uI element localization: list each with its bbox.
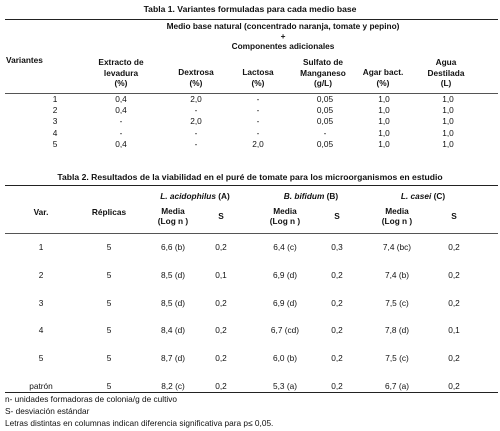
table1-variant-cell: 1 [52, 94, 58, 104]
table1-col-header: (%) [189, 77, 203, 88]
table2-cell: 0,2 [448, 269, 460, 280]
table2-cell: 0,3 [331, 242, 343, 252]
table2-cell: 5 [106, 297, 112, 308]
table1-cell: 1,0 [442, 138, 454, 149]
table1-plus: + [280, 31, 286, 41]
table2-s-header: S [218, 211, 224, 221]
table2-cell: 0,2 [215, 353, 227, 364]
table1-cell: 0,4 [115, 94, 127, 104]
table1-col-header: (%) [114, 78, 128, 88]
table1-cell: 0,4 [115, 138, 127, 149]
table2-cell: 7,4 (b) [385, 269, 409, 280]
table2-variant-cell: 2 [38, 269, 44, 280]
table1-variants-header: Variantes [6, 55, 43, 65]
table1-col-header: Sulfato de [302, 57, 344, 67]
table2-variant-cell: 3 [38, 297, 44, 308]
table2-s-header: S [451, 211, 457, 221]
table1-cell: 2,0 [190, 94, 202, 104]
table1-cell: 0,4 [115, 105, 127, 116]
table1-cell: 0,05 [316, 116, 334, 127]
table2-cell: 8,4 (d) [161, 325, 185, 336]
species-name: L. acidophilus [160, 191, 216, 201]
table2-var-header: Var. [33, 207, 49, 217]
table1-col-header: levadura [103, 67, 139, 78]
table2-species-header [160, 192, 230, 202]
table2-cell: 7,8 (d) [385, 325, 409, 336]
table2-media-header: Media [385, 206, 409, 216]
table2-bottom-rule [5, 392, 498, 393]
table1-cell: 1,0 [442, 105, 454, 116]
table2-s-header: S [334, 211, 340, 221]
table2-cell: 5 [106, 269, 112, 280]
table2-media-unit: (Log n ) [381, 216, 413, 226]
table1-variant-cell: 4 [52, 127, 58, 138]
table2-cell: 7,4 (bc) [382, 242, 412, 252]
table2-variant-cell: 4 [38, 325, 44, 336]
table1-base-header: Medio base natural (concentrado naranja, tomate y pepino) [166, 21, 400, 31]
table2-cell: 0,2 [448, 297, 460, 308]
table1-col-header: (g/L) [314, 78, 332, 88]
table2-header-rule [5, 233, 498, 234]
table2-cell: 0,2 [215, 325, 227, 336]
table2-cell: 0,2 [215, 297, 227, 308]
table1-col-header: Agar bact. [362, 67, 404, 77]
table1-cell: 1,0 [442, 127, 454, 138]
table1-col-header: Manganeso [300, 67, 346, 78]
species-tag: (C) [431, 191, 446, 201]
table1-cell: 1,0 [378, 105, 390, 116]
table1-header-rule [5, 93, 498, 94]
table2-cell: 0,2 [331, 353, 343, 364]
table2-cell: 5 [106, 242, 112, 252]
table1-cell: 1,0 [378, 138, 390, 149]
table1-cell: 1,0 [378, 116, 390, 127]
table2-species-header [284, 192, 338, 202]
table2-cell: 6,9 (d) [273, 297, 297, 308]
footnote: S- desviación estándar [5, 406, 90, 416]
table2-cell: 0,2 [215, 242, 227, 252]
table1-col-header: Destilada [427, 67, 465, 78]
table1-cell: - [256, 105, 260, 116]
table2-cell: 8,5 (d) [161, 297, 185, 308]
table2-cell: 7,5 (c) [385, 297, 409, 308]
table2-species-header [401, 192, 445, 202]
table2-cell: 0,1 [215, 269, 227, 280]
table2-cell: 0,2 [448, 242, 460, 252]
table2-cell: 6,7 (cd) [270, 325, 300, 336]
table1-col-header: (%) [251, 77, 265, 88]
table2-variant-cell: 5 [38, 353, 44, 364]
table2-cell: 5 [106, 353, 112, 364]
table1-cell: 2,0 [190, 116, 202, 127]
table2-variant-cell: patrón [29, 381, 53, 391]
table1-cell: - [194, 127, 198, 138]
table2-cell: 6,4 (c) [273, 242, 297, 252]
table2-cell: 5 [106, 381, 112, 391]
table1-cell: - [194, 138, 198, 149]
table1-col-header: Agua [435, 57, 457, 67]
table1-col-header: (%) [376, 77, 390, 88]
footnote: Letras distintas en columnas indican diferencia significativa para p≤ 0,05. [5, 418, 274, 428]
table1-col-header: (L) [440, 78, 452, 88]
table2-cell: 6,0 (b) [273, 353, 297, 364]
table1-cell: - [119, 116, 123, 127]
table2-cell: 8,2 (c) [161, 381, 185, 391]
table1-variant-cell: 2 [52, 105, 58, 116]
table2-media-header: Media [161, 206, 185, 216]
table2-cell: 7,5 (c) [385, 353, 409, 364]
table1-col-header: Dextrosa [178, 67, 214, 77]
table1-cell: - [256, 127, 260, 138]
species-tag: (A) [215, 191, 230, 201]
table1-cell: 0,05 [316, 138, 334, 149]
table1-cell: 0,05 [316, 94, 334, 104]
species-name: B. bifidum [283, 191, 325, 201]
table2-top-rule [5, 185, 498, 186]
table1-variant-cell: 3 [52, 116, 58, 127]
table2-cell: 0,2 [448, 381, 460, 391]
table1-col-header: Extracto de [98, 57, 144, 67]
table1-variant-cell: 5 [52, 138, 58, 149]
table2-media-unit: (Log n ) [269, 216, 301, 226]
table1-cell: 0,05 [316, 105, 334, 116]
table1-col-header: Lactosa [242, 67, 274, 77]
table2-title: Tabla 2. Resultados de la viabilidad en el puré de tomate para los microorganismos en estudio [57, 172, 443, 182]
table1-cell: 1,0 [442, 94, 454, 104]
table2-media-header: Media [273, 206, 297, 216]
table1-top-rule [5, 19, 498, 20]
table2-cell: 6,9 (d) [273, 269, 297, 280]
species-name: L. casei [400, 191, 432, 201]
table2-cell: 0,2 [331, 381, 343, 391]
table1-title: Tabla 1. Variantes formuladas para cada medio base [143, 4, 357, 14]
table2-cell: 0,2 [331, 325, 343, 336]
table1-cell: 1,0 [378, 127, 390, 138]
table2-cell: 8,5 (d) [161, 269, 185, 280]
table2-cell: 6,6 (b) [161, 242, 185, 252]
table2-cell: 0,2 [331, 297, 343, 308]
table2-cell: 0,2 [331, 269, 343, 280]
table2-cell: 8,7 (d) [161, 353, 185, 364]
table1-cell: 1,0 [378, 94, 390, 104]
table1-cell: 1,0 [442, 116, 454, 127]
species-tag: (B) [324, 191, 339, 201]
table1-cell: - [256, 116, 260, 127]
table1-cell: 2,0 [252, 138, 264, 149]
table1-cell: - [119, 127, 123, 138]
footnote: n- unidades formadoras de colonia/g de cultivo [5, 394, 178, 404]
table2-cell: 0,2 [448, 353, 460, 364]
table1-cell: - [194, 105, 198, 116]
table1-components-header: Componentes adicionales [231, 41, 335, 51]
table2-cell: 0,2 [215, 381, 227, 391]
table1-cell: - [256, 94, 260, 104]
table2-cell: 5 [106, 325, 112, 336]
table2-replicas-header: Réplicas [91, 207, 127, 217]
table2-cell: 5,3 (a) [273, 381, 297, 391]
table1-cell: - [323, 127, 327, 138]
table2-cell: 0,1 [448, 325, 460, 336]
table2-cell: 6,7 (a) [385, 381, 409, 391]
table2-variant-cell: 1 [38, 242, 44, 252]
table2-media-unit: (Log n ) [157, 216, 189, 226]
